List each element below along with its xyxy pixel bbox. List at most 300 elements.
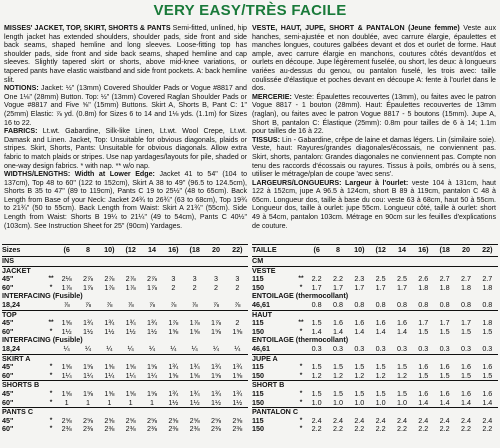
yardage-cell: 2⅝ xyxy=(125,415,136,425)
section-label: JACKET xyxy=(2,266,248,275)
yardage-cell: 1⅞ xyxy=(83,282,93,292)
yardage-cell: 2.2 xyxy=(439,424,450,434)
yardage-cell: 1.5 xyxy=(439,326,450,336)
yardage-cell: ¼ xyxy=(106,343,113,353)
paragraph-heading: WIDTHS/LENGTHS: Width at Lower Edge: xyxy=(4,170,155,179)
yardage-cell: 1.4 xyxy=(311,326,322,336)
yardage-cell: 1⅝ xyxy=(125,388,136,398)
yardage-cell: 1.6 xyxy=(460,388,471,398)
yardage-cell: 1.5 xyxy=(311,362,322,372)
yardage-cell: 1⅞ xyxy=(189,318,200,328)
yardage-cell: 0.3 xyxy=(418,343,429,353)
nap-marker: * xyxy=(49,327,53,335)
size-header-cell: 14 xyxy=(391,245,412,257)
yardage-cell: 1.5 xyxy=(460,326,471,336)
yardage-cell: ¼ xyxy=(148,343,155,353)
table-row xyxy=(2,345,248,354)
yardage-cell: 1.5 xyxy=(482,370,493,380)
yardage-cell: 1.5 xyxy=(460,370,471,380)
yardage-cell: 2.6 xyxy=(418,274,429,284)
nap-marker xyxy=(46,345,56,354)
yardage-cell: 2.2 xyxy=(375,424,386,434)
yardage-cell: 1⅝ xyxy=(146,362,157,372)
yardage-cell: 2.4 xyxy=(482,415,493,425)
section-row xyxy=(2,292,248,301)
nap-marker: * xyxy=(299,416,303,424)
yardage-cell: 2.2 xyxy=(332,274,343,284)
size-header-cell: 20 xyxy=(205,245,226,257)
yardage-cell: 1¾ xyxy=(210,388,221,398)
yardage-cell: 2⅜ xyxy=(232,424,243,434)
yardage-cell: 1¼ xyxy=(83,370,93,380)
description-paragraph xyxy=(4,127,247,170)
yardage-cell: 1¾ xyxy=(189,362,200,372)
yardage-cell: 2 xyxy=(235,282,240,292)
yardage-cell: 2.5 xyxy=(375,274,386,284)
yardage-cell: ⅞ xyxy=(212,299,219,309)
yardage-cell: 1.2 xyxy=(354,370,365,380)
description-paragraph xyxy=(4,24,247,84)
size-header-cell: 10) xyxy=(99,245,120,257)
yardage-cell: ¼ xyxy=(63,343,70,353)
nap-marker xyxy=(46,301,56,310)
size-header-cell: (12 xyxy=(120,245,141,257)
size-header-cell: 20 xyxy=(455,245,476,257)
table-row xyxy=(252,345,498,354)
yardage-cell: 1⅝ xyxy=(83,362,93,372)
yardage-cell: 1.5 xyxy=(439,370,450,380)
yardage-cell: 0.3 xyxy=(460,343,471,353)
yardage-cell: 1¾ xyxy=(146,318,157,328)
yardage-cell: ⅞ xyxy=(170,299,177,309)
yardage-cell: 1.8 xyxy=(482,282,493,292)
yardage-cell: 3 xyxy=(192,274,197,284)
yardage-cell: 2⅞ xyxy=(104,274,115,284)
nap-marker: * xyxy=(299,389,303,397)
yardage-cell: 0.8 xyxy=(396,299,407,309)
yardage-cell: 1.8 xyxy=(482,318,493,328)
yardage-cell: 2⅝ xyxy=(210,415,221,425)
yardage-cell: 2 xyxy=(192,282,197,292)
yardage-cell: 1.2 xyxy=(311,370,322,380)
fabric-width-label: 18,24 xyxy=(2,299,20,309)
yardage-cell: 0.8 xyxy=(460,299,471,309)
paragraph-heading: LARGEURS/LONGUEURS: Largeur à l'ourlet: xyxy=(252,178,409,187)
yardage-cell: 1⅞ xyxy=(61,282,72,292)
yardage-cell: 1¾ xyxy=(232,362,243,372)
yardage-cell: 1.5 xyxy=(482,326,493,336)
yardage-cell: 2⅞ xyxy=(125,274,136,284)
yardage-cell: 1.8 xyxy=(460,282,471,292)
description-paragraph xyxy=(252,24,496,93)
size-header-cell: 14 xyxy=(141,245,162,257)
unit-row xyxy=(2,257,248,267)
yardage-cell: 1.4 xyxy=(418,397,429,407)
yardage-cell: ⅞ xyxy=(191,299,198,309)
size-header-row xyxy=(2,245,248,257)
section-label: ENTOILAGE (thermocollant) xyxy=(252,291,349,301)
yardage-cell: ¼ xyxy=(85,343,91,353)
yardage-cell: 1 xyxy=(86,397,90,407)
yardage-cell: 1¼ xyxy=(104,370,115,380)
size-header-cell: (18 xyxy=(184,245,205,257)
section-label: VESTE xyxy=(252,266,498,275)
size-header-cell: 16) xyxy=(163,245,184,257)
yardage-cell: ¼ xyxy=(170,343,177,353)
yardage-cell: 1⅝ xyxy=(61,388,72,398)
fabric-width-label: 115 xyxy=(252,362,264,372)
yardage-cell: 0.8 xyxy=(311,299,322,309)
paragraph-body: Veste aux hanches, semi-ajustée et non doublée, avec carrure élargie, épaulettes et manches longues, coutures galbées devant et dos et ourlet de forme. Haut ample, avec carrure élargie en manchons, coutures côtés devant/dos et ourlets en découpe. Jupe légèrement fuselée, ou short, les deux: à longueurs variées au-dessus du genou, ou pantalon fuselé, les trois avec: taille coulissée d'élastique et poches devant en découpe A: fente à l'ourlet dans le dos. xyxy=(252,24,496,93)
nap-marker: ** xyxy=(298,275,304,283)
yardage-cell: 1 xyxy=(107,397,112,407)
paragraph-body: Veste: Épaulettes recouvertes (13mm), ou faites avec le patron Vogue 8817 - 1 bouton (28mm). Haut: Épaulettes recouvertes de 13mm (raglan), ou faites avec le patron Vogue 8817 - 5 boutons (15mm). Jupe A, Short B, pantalon C: Élastique (25mm): 0.8m pour tailles de 6 à 14; 1.1m pour tailles de 16 à 22. xyxy=(252,92,496,136)
yardage-cell: 1½ xyxy=(232,397,243,407)
yardage-cell: 1.6 xyxy=(460,362,471,372)
yardage-cell: 0.8 xyxy=(332,299,343,309)
yardage-cell: 1¾ xyxy=(168,388,179,398)
paragraph-body: Semi-fitted, unlined, hip length jacket has extended shoulders, shoulder pads, side front and side back seams, shaped hemline and long sleeves. Loose-fitting top has shoulder pads, side front and side back seams, shaped hemline and cap sleeves. Slightly tapered skirt or shorts, above mid-knee variations, or tapered pants have elastic waistband and side front pockets. A: back hemline slit. xyxy=(4,24,247,84)
yardage-cell: 2⅝ xyxy=(146,415,157,425)
size-header-cell: (12 xyxy=(370,245,391,257)
section-label: PANTALON C xyxy=(252,408,498,417)
yardage-cell: 1.6 xyxy=(439,362,450,372)
fabric-width-label: 60" xyxy=(2,370,14,380)
yardage-cell: 1.4 xyxy=(396,326,407,336)
nap-marker xyxy=(296,345,306,354)
fabric-width-label: 45" xyxy=(2,415,14,425)
yardage-cell: 1⅝ xyxy=(168,370,179,380)
size-header-row xyxy=(252,245,498,257)
yardage-cell: 2.2 xyxy=(311,274,322,284)
size-header-cell: (6 xyxy=(56,245,77,257)
yardage-cell: 2⅜ xyxy=(189,424,200,434)
yardage-cell: 1.0 xyxy=(332,397,343,407)
yardage-cell: 1.6 xyxy=(375,318,386,328)
yardage-cell: 1⅝ xyxy=(146,388,157,398)
fabric-width-label: 45" xyxy=(2,362,14,372)
yardage-cell: 2.4 xyxy=(311,415,322,425)
yardage-cell: 1.6 xyxy=(482,388,493,398)
yardage-cell: 1⅞ xyxy=(104,282,115,292)
yardage-cell: 1⅝ xyxy=(189,370,200,380)
table-row xyxy=(252,372,498,381)
yardage-cell: ⅞ xyxy=(234,299,241,309)
yardage-cell: 1.5 xyxy=(332,362,343,372)
yardage-table-imperial xyxy=(2,244,248,448)
yardage-cell: 1.8 xyxy=(439,282,450,292)
yardage-cell: 0.3 xyxy=(354,343,365,353)
fabric-width-label: 60" xyxy=(2,424,14,434)
yardage-cell: 1 xyxy=(128,397,133,407)
yardage-cell: 1.5 xyxy=(332,388,343,398)
nap-marker: ** xyxy=(48,319,54,327)
yardage-cell: 2.2 xyxy=(418,424,429,434)
section-label: JUPE A xyxy=(252,354,498,363)
yardage-table-metric xyxy=(252,244,498,448)
yardage-cell: 1¼ xyxy=(146,370,157,380)
yardage-cell: 1.6 xyxy=(396,318,407,328)
yardage-cell: 1½ xyxy=(210,397,221,407)
yardage-cell: 0.3 xyxy=(332,343,343,353)
yardage-cell: 1.7 xyxy=(460,318,471,328)
yardage-cell: 1.7 xyxy=(311,282,322,292)
yardage-cell: 1.2 xyxy=(332,370,343,380)
yardage-cell: 2⅝ xyxy=(168,415,179,425)
fabric-width-label: 60" xyxy=(2,282,14,292)
section-label: PANTS C xyxy=(2,408,248,417)
yardage-cell: 1½ xyxy=(146,326,157,336)
description-paragraph xyxy=(4,170,247,230)
paragraph-heading: TISSUS: xyxy=(252,135,280,144)
nap-marker: * xyxy=(299,371,303,379)
yardage-cell: 1⅝ xyxy=(232,326,243,336)
yardage-cell: 1.5 xyxy=(354,362,365,372)
yardage-cell: 1¾ xyxy=(189,388,200,398)
yardage-cell: 1.4 xyxy=(439,397,450,407)
yardage-cell: 2.4 xyxy=(375,415,386,425)
yardage-cell: 2⅜ xyxy=(210,424,221,434)
yardage-cell: 1⅝ xyxy=(210,326,221,336)
paragraph-body: veste 104 à 131cm, haut 122 à 152cm, jupe A 96.5 à 124cm, short B 89 à 119cm, pantalon C 48 à 65cm. Longueur dos, taille à base du cou: veste 63 à 68cm, haut 50 à 55cm. Longueur dos, taille à ourlet: jupe 55cm. Longueur côté, taille à ourlet: short 49 à 54cm, pantalon 103cm. Métrage en 90cm sur les feuilles d'explications de couture. xyxy=(252,178,496,230)
yardage-cell: 1.2 xyxy=(375,370,386,380)
size-header-cell: 8 xyxy=(327,245,348,257)
yardage-cell: 1.5 xyxy=(396,388,407,398)
yardage-cell: 2.3 xyxy=(354,274,365,284)
yardage-cell: 1.5 xyxy=(354,388,365,398)
nap-marker: * xyxy=(49,389,53,397)
yardage-cell: 0.3 xyxy=(375,343,386,353)
section-label: TOP xyxy=(2,310,248,319)
yardage-cell: 2⅝ xyxy=(83,415,93,425)
yardage-cell: 2.2 xyxy=(332,424,343,434)
yardage-cell: 1.6 xyxy=(332,318,343,328)
yardage-cell: 2.4 xyxy=(439,415,450,425)
yardage-cell: 0.3 xyxy=(439,343,450,353)
yardage-cell: 1⅞ xyxy=(168,318,179,328)
size-header-cell: 16) xyxy=(413,245,434,257)
yardage-cell: 2.7 xyxy=(439,274,450,284)
yardage-cell: 1⅝ xyxy=(104,362,115,372)
yardage-cell: 1¾ xyxy=(168,362,179,372)
unit-label: INS xyxy=(2,256,14,265)
yardage-cell: 1⅝ xyxy=(125,362,136,372)
yardage-cell: 1.4 xyxy=(375,326,386,336)
yardage-cell: 2⅜ xyxy=(83,424,93,434)
yardage-cell: 0.8 xyxy=(482,299,493,309)
yardage-cell: 2.4 xyxy=(354,415,365,425)
yardage-cell: 2⅜ xyxy=(104,424,115,434)
yardage-cell: 1.5 xyxy=(396,362,407,372)
yardage-cell: 0.3 xyxy=(311,343,322,353)
section-label: SHORT B xyxy=(252,381,498,390)
yardage-cell: 1.7 xyxy=(396,282,407,292)
yardage-cell: 1½ xyxy=(83,326,93,336)
nap-marker: * xyxy=(49,283,53,291)
yardage-cell: 2.2 xyxy=(396,424,407,434)
nap-marker: * xyxy=(49,363,53,371)
fabric-width-label: 45" xyxy=(2,274,14,284)
yardage-cell: 2.5 xyxy=(396,274,407,284)
nap-marker: * xyxy=(299,327,303,335)
table-row xyxy=(2,399,248,408)
paragraph-heading: NOTIONS: xyxy=(4,84,39,93)
yardage-cell: 0.3 xyxy=(396,343,407,353)
yardage-cell: 1.4 xyxy=(482,397,493,407)
yardage-cell: 1⅞ xyxy=(210,318,221,328)
yardage-cell: 1.5 xyxy=(418,370,429,380)
yardage-cell: 1.0 xyxy=(375,397,386,407)
fabric-width-label: 115 xyxy=(252,415,264,425)
fabric-width-label: 60" xyxy=(2,326,14,336)
unit-row xyxy=(252,257,498,267)
table-row xyxy=(2,275,248,284)
yardage-cell: ⅞ xyxy=(148,299,155,309)
yardage-cell: 1.7 xyxy=(439,318,450,328)
yardage-cell: 2.4 xyxy=(396,415,407,425)
nap-marker: * xyxy=(299,398,303,406)
paragraph-body: Jacket 41 to 54" (104 to 137cm), Top 48 to 60" (122 to 152cm), Skirt A 38 to 49" (96.5 to 124.5cm), Shorts B 35 to 47" (89 to 119cm), Pants C 19 to 25½" (48 to 65cm). Back Length from Base of your Neck: Jacket 24¾ to 26¾" (63 to 68cm), Top 19¾ to 21¾" (50 to 55cm). Back Length from Waist: Skirt A 21¾" (55cm). Side Length from Waist: Shorts B 19¼ to 21¼" (49 to 54cm), Pants C 40½" (103cm). See Instruction Sheet for 25" (90cm) Yardages. xyxy=(4,170,248,230)
yardage-cell: 1.7 xyxy=(418,318,429,328)
paragraph-body: Lin - Gabardine, crêpe de laine et damas légers. Lin (similaire soie). Veste, haut: Rayures/grandes diagonales/écossais, ne conviennent pas. Skirt, shorts, pantalon: Grandes diagonales ne conviennent pas. Compte non tenu des raccords d'écossais ou rayures. Tissus à poils, ombrés ou à sens, utiliser le métrage/plan de coupe 'avec sens'. xyxy=(252,135,496,179)
section-row xyxy=(2,336,248,345)
yardage-cell: 1¾ xyxy=(83,318,93,328)
fabric-width-label: 150 xyxy=(252,326,264,336)
yardage-cell: ¼ xyxy=(191,343,198,353)
yardage-cell: 1.0 xyxy=(354,397,365,407)
yardage-cell: 1.5 xyxy=(311,318,322,328)
section-label: INTERFACING (Fusible) xyxy=(2,335,83,345)
yardage-cell: 0.8 xyxy=(418,299,429,309)
yardage-cell: 2⅜ xyxy=(61,424,72,434)
yardage-cell: 0.8 xyxy=(375,299,386,309)
size-header-cell: 22) xyxy=(227,245,248,257)
yardage-cell: 1.4 xyxy=(332,326,343,336)
table-row xyxy=(2,301,248,310)
nap-marker: ** xyxy=(298,319,304,327)
yardage-cell: 2.2 xyxy=(460,424,471,434)
yardage-cell: 2⅞ xyxy=(146,274,157,284)
yardage-cell: 1⅞ xyxy=(146,282,157,292)
yardage-cell: 1.6 xyxy=(418,388,429,398)
yardage-cell: 1.5 xyxy=(311,388,322,398)
yardage-cell: 1⅝ xyxy=(61,318,72,328)
yardage-cell: 1.0 xyxy=(311,397,322,407)
description-paragraph xyxy=(252,136,496,179)
size-header-cell: 8 xyxy=(77,245,98,257)
yardage-cell: 3 xyxy=(171,274,176,284)
yardage-cell: 1¼ xyxy=(61,370,72,380)
yardage-cell: 1¼ xyxy=(125,370,136,380)
yardage-cell: 2.4 xyxy=(460,415,471,425)
table-row xyxy=(2,425,248,434)
yardage-cell: 1.0 xyxy=(396,397,407,407)
section-label: ENTOILAGE (thermocollant) xyxy=(252,335,349,345)
yardage-cell: 2.2 xyxy=(354,424,365,434)
yardage-cell: 1⅝ xyxy=(83,388,93,398)
size-header-label: TAILLE xyxy=(252,245,306,257)
yardage-cell: 1¾ xyxy=(104,318,115,328)
yardage-cell: 1⅝ xyxy=(210,370,221,380)
yardage-cell: 1.5 xyxy=(375,362,386,372)
size-header-cell: 22) xyxy=(477,245,498,257)
page-title: VERY EASY/TRÈS FACILE xyxy=(153,2,347,19)
yardage-cell: 3 xyxy=(235,274,240,284)
fabric-width-label: 45" xyxy=(2,388,14,398)
size-header-label: Sizes xyxy=(2,245,56,257)
yardage-cell: ¼ xyxy=(127,343,134,353)
yardage-cell: 1.5 xyxy=(375,388,386,398)
yardage-cell: 1.7 xyxy=(375,282,386,292)
yardage-cell: 2⅞ xyxy=(83,274,93,284)
yardage-cell: 2.2 xyxy=(311,424,322,434)
french-description xyxy=(252,24,496,230)
yardage-cell: 2.2 xyxy=(482,424,493,434)
paragraph-heading: FABRICS: xyxy=(4,127,38,136)
fabric-width-label: 60" xyxy=(2,397,14,407)
yardage-cell: 2⅝ xyxy=(61,415,72,425)
fabric-width-label: 45" xyxy=(2,318,14,328)
description-paragraph xyxy=(4,84,247,127)
fabric-width-label: 115 xyxy=(252,318,264,328)
size-header-cell: 10) xyxy=(349,245,370,257)
yardage-cell: 2⅝ xyxy=(232,415,243,425)
nap-marker: * xyxy=(49,416,53,424)
yardage-cell: 2.7 xyxy=(460,274,471,284)
yardage-cell: 2⅛ xyxy=(61,274,72,284)
yardage-cell: 1.7 xyxy=(354,282,365,292)
yardage-cell: ¼ xyxy=(212,343,219,353)
yardage-cell: 1.4 xyxy=(354,326,365,336)
fabric-width-label: 46,61 xyxy=(252,299,270,309)
paragraph-heading: MERCERIE: xyxy=(252,92,292,101)
yardage-cell: 0.8 xyxy=(354,299,365,309)
yardage-cell: 3 xyxy=(213,274,218,284)
nap-marker: * xyxy=(299,363,303,371)
yardage-cell: 2.4 xyxy=(332,415,343,425)
yardage-cell: ¼ xyxy=(234,343,241,353)
yardage-cell: 1⅝ xyxy=(232,370,243,380)
yardage-cell: 1.6 xyxy=(482,362,493,372)
nap-marker: ** xyxy=(48,275,54,283)
description-paragraph xyxy=(252,179,496,231)
yardage-cell: 0.8 xyxy=(439,299,450,309)
yardage-cell: 1.4 xyxy=(460,397,471,407)
yardage-cell: ⅞ xyxy=(106,299,113,309)
fabric-width-label: 18,24 xyxy=(2,343,20,353)
nap-marker: * xyxy=(49,425,53,433)
yardage-cell: 2⅜ xyxy=(168,424,179,434)
yardage-cell: 1½ xyxy=(104,326,115,336)
size-header-cell: (18 xyxy=(434,245,455,257)
nap-marker: * xyxy=(49,398,53,406)
yardage-cell: 1½ xyxy=(168,397,179,407)
yardage-cell: 1 xyxy=(64,397,69,407)
yardage-cell: 1.8 xyxy=(418,282,429,292)
yardage-cell: 1¾ xyxy=(125,318,136,328)
nap-marker: * xyxy=(299,425,303,433)
yardage-cell: 1½ xyxy=(125,326,136,336)
fabric-width-label: 150 xyxy=(252,424,264,434)
section-label: SHORTS B xyxy=(2,381,248,390)
fabric-width-label: 46,61 xyxy=(252,343,270,353)
yardage-cell: 1 xyxy=(149,397,154,407)
yardage-cell: 1⅞ xyxy=(125,282,136,292)
paragraph-body: Jacket: ½" (13mm) Covered Shoulder Pads or Vogue #8817 and One 1⅛" (28mm) Button. Top: ½" (13mm) Covered Raglan Shoulder Pads or Vogue #8817 and Five ⅝" (15mm) Buttons. Skirt A, Shorts B, Pant C: 1" (25mm) Elastic: ⅞ yd. (0.8m) for Sizes 6 to 14 and 1⅛ yds. (1.1m) for Sizes 16 to 22. xyxy=(4,84,247,127)
yardage-cell: 2.7 xyxy=(482,274,493,284)
unit-label: CM xyxy=(252,256,264,265)
yardage-cell: 1½ xyxy=(189,397,200,407)
